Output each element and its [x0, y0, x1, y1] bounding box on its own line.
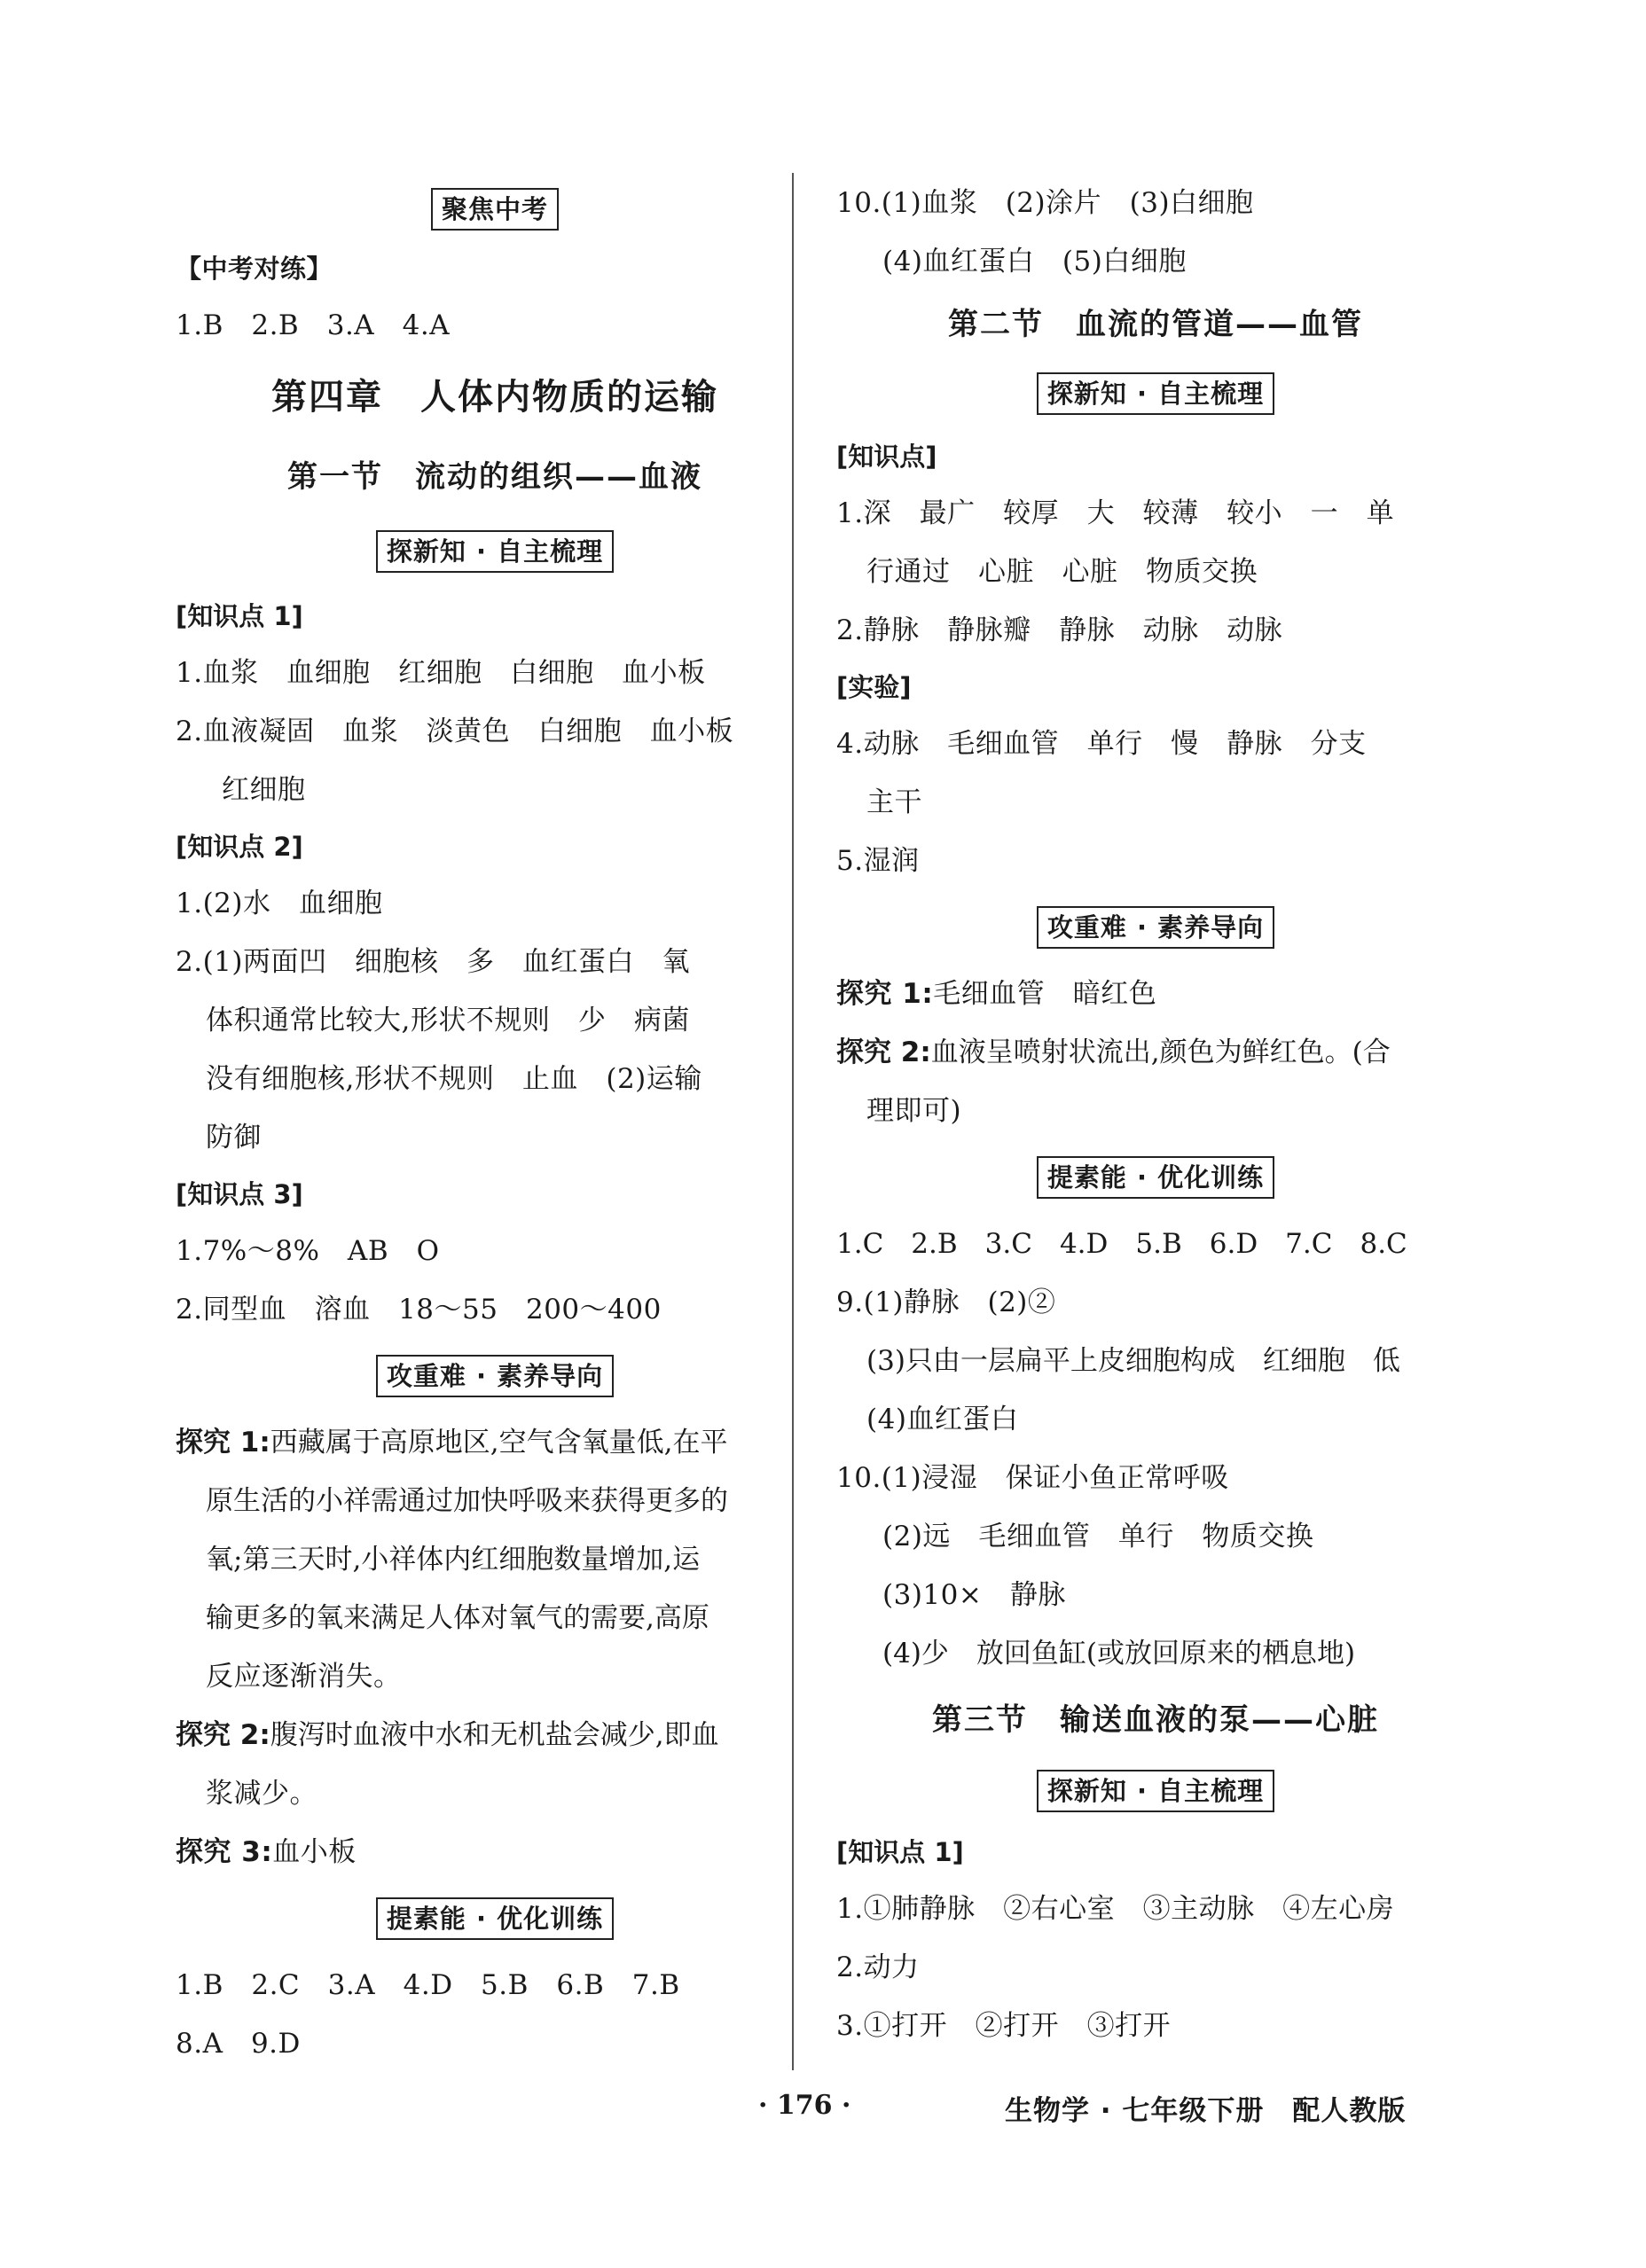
explore-3-line: 探究 3:血小板: [176, 1836, 357, 1868]
answer-line: 2.静脉 静脉瓣 静脉 动脉 动脉: [836, 614, 1283, 646]
answer-line: 3.①打开 ②打开 ③打开: [836, 2010, 1172, 2042]
answer-line: 4.动脉 毛细血管 单行 慢 静脉 分支: [836, 728, 1367, 760]
chapter-title: 第四章 人体内物质的运输: [271, 377, 718, 418]
answer-line: 1.7%～8% AB O: [176, 1235, 440, 1267]
answer-line: 5.湿润: [836, 845, 920, 877]
answer-line: (3)10× 静脉: [882, 1579, 1066, 1611]
explore-3-label: 探究 3:: [176, 1836, 273, 1868]
answer-line: 原生活的小祥需通过加快呼吸来获得更多的: [206, 1485, 728, 1517]
answer-line: 1.C 2.B 3.C 4.D 5.B 6.D 7.C 8.C: [836, 1228, 1407, 1260]
knowledge-point-1-label: [知识点 1]: [836, 1837, 964, 1867]
answer-line: 2.血液凝固 血浆 淡黄色 白细胞 血小板: [176, 716, 734, 747]
answer-line: 1.血浆 血细胞 红细胞 白细胞 血小板: [176, 657, 706, 689]
experiment-label: [实验]: [836, 672, 912, 702]
answer-line: 理即可): [866, 1095, 962, 1127]
left-column: [176, 177, 814, 2073]
exam-practice-label: 【中考对练】: [176, 254, 333, 284]
section-3-title: 第三节 输送血液的泵——心脏: [932, 1702, 1379, 1738]
answer-line: 1.①肺静脉 ②右心室 ③主动脉 ④左心房: [836, 1893, 1395, 1925]
heading-box-difficulty: 攻重难 · 素养导向: [1037, 906, 1274, 949]
answer-line: 氧;第三天时,小祥体内红细胞数量增加,运: [206, 1544, 701, 1576]
answer-line: (4)血红蛋白: [866, 1404, 1019, 1435]
answer-line: 体积通常比较大,形状不规则 少 病菌: [206, 1005, 690, 1036]
answer-line: 红细胞: [222, 774, 306, 806]
answer-line: 防御: [206, 1122, 262, 1154]
answer-line: (3)只由一层扁平上皮细胞构成 红细胞 低: [866, 1345, 1400, 1377]
answer-line: 1.B 2.C 3.A 4.D 5.B 6.B 7.B: [176, 1969, 680, 2001]
answer-line: 主干: [866, 786, 922, 818]
knowledge-point-1-label: [知识点 1]: [176, 601, 303, 631]
answer-line: 行通过 心脏 心脏 物质交换: [866, 556, 1258, 588]
section-1-title: 第一节 流动的组织——血液: [287, 459, 702, 495]
book-title: 生物学 · 七年级下册 配人教版: [1005, 2095, 1407, 2127]
answer-line: 9.(1)静脉 (2)②: [836, 1287, 1056, 1318]
section-2-title: 第二节 血流的管道——血管: [948, 307, 1363, 342]
answer-line: 浆减少。: [206, 1778, 317, 1810]
heading-box-training: 提素能 · 优化训练: [1037, 1156, 1274, 1199]
answer-line: 1.(2)水 血细胞: [176, 888, 383, 919]
explore-1-line: 探究 1:西藏属于高原地区,空气含氧量低,在平: [176, 1427, 728, 1459]
explore-1-label: 探究 1:: [836, 978, 934, 1010]
exam-practice-answers: 1.B 2.B 3.A 4.A: [176, 309, 451, 341]
answer-line: (2)远 毛细血管 单行 物质交换: [882, 1521, 1314, 1552]
explore-2-line: 探究 2:血液呈喷射状流出,颜色为鲜红色。(合: [836, 1036, 1391, 1068]
answer-line: 10.(1)血浆 (2)涂片 (3)白细胞: [836, 187, 1254, 219]
answer-line: 2.动力: [836, 1951, 920, 1983]
heading-box-explore: 探新知 · 自主梳理: [1037, 372, 1274, 415]
right-column: [836, 174, 1475, 2055]
explore-1-line: 探究 1:毛细血管 暗红色: [836, 978, 1157, 1010]
heading-box-training: 提素能 · 优化训练: [376, 1897, 614, 1940]
knowledge-point-2-label: [知识点 2]: [176, 832, 303, 862]
heading-box-explore: 探新知 · 自主梳理: [376, 530, 614, 573]
explore-2-label: 探究 2:: [176, 1719, 270, 1751]
answer-line: 10.(1)浸湿 保证小鱼正常呼吸: [836, 1462, 1229, 1494]
explore-2-label: 探究 2:: [836, 1036, 931, 1068]
answer-line: 没有细胞核,形状不规则 止血 (2)运输: [206, 1063, 702, 1095]
heading-box-explore: 探新知 · 自主梳理: [1037, 1770, 1274, 1812]
answer-line: (4)少 放回鱼缸(或放回原来的栖息地): [882, 1638, 1356, 1670]
answer-line: 反应逐渐消失。: [206, 1661, 402, 1693]
heading-box-difficulty: 攻重难 · 素养导向: [376, 1355, 614, 1397]
answer-line: (4)血红蛋白 (5)白细胞: [882, 246, 1187, 278]
knowledge-point-3-label: [知识点 3]: [176, 1179, 303, 1209]
answer-line: 2.(1)两面凹 细胞核 多 血红蛋白 氧: [176, 946, 690, 978]
knowledge-point-label: [知识点]: [836, 442, 937, 472]
heading-box-exam: 聚焦中考: [431, 188, 559, 231]
explore-2-line: 探究 2:腹泻时血液中水和无机盐会减少,即血: [176, 1719, 719, 1751]
answer-line: 8.A 9.D: [176, 2028, 301, 2060]
explore-1-label: 探究 1:: [176, 1427, 270, 1459]
answer-line: 1.深 最广 较厚 大 较薄 较小 一 单: [836, 497, 1395, 529]
answer-line: 2.同型血 溶血 18～55 200～400: [176, 1294, 662, 1326]
page-number: · 176 ·: [758, 2090, 851, 2121]
answer-line: 输更多的氧来满足人体对氧气的需要,高原: [206, 1602, 709, 1634]
